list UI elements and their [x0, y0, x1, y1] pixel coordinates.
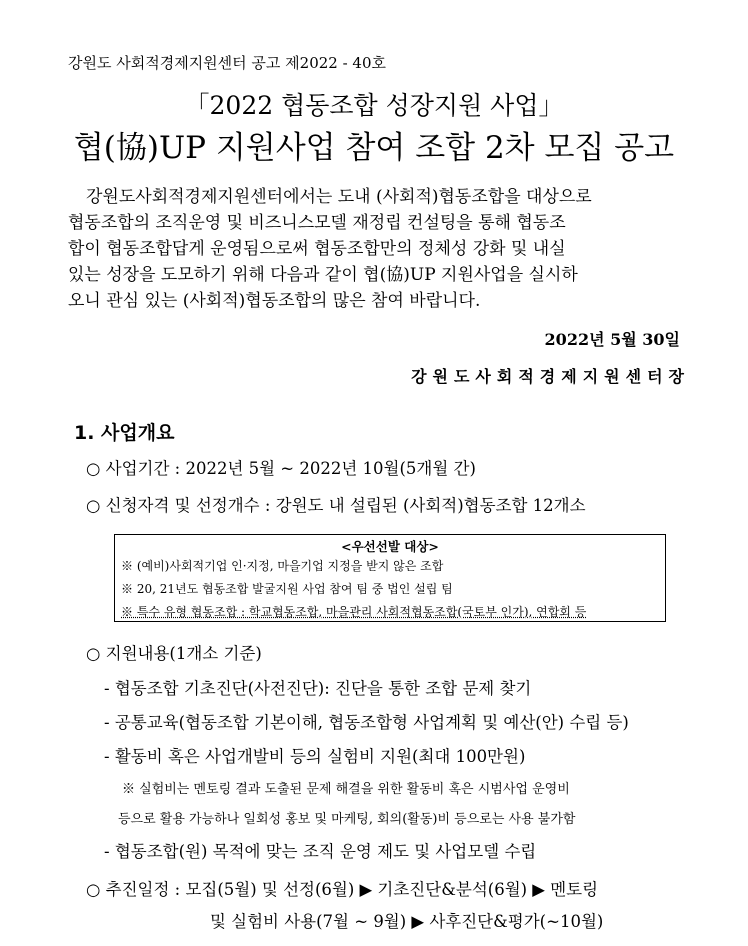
- intro-line-4: 있는 성장을 도모하기 위해 다음과 같이 협(協)UP 지원사업을 실시하: [68, 265, 578, 285]
- priority-box: [114, 534, 666, 622]
- intro-line-1: 강원도사회적경제지원센터에서는 도내 (사회적)협동조합을 대상으로: [86, 187, 592, 207]
- intro-line-2: 협동조합의 조직운영 및 비즈니스모델 재정립 컨설팅을 통해 협동조: [68, 213, 566, 233]
- priority-item: ※ (예비)사회적기업 인·지정, 마을기업 지정을 받지 않은 조합: [121, 559, 444, 573]
- support-note-line-2: 등으로 활용 가능하나 일회성 홍보 및 마케팅, 회의(활동)비 등으로는 사용 불가함: [118, 812, 576, 827]
- schedule-line-2: 및 실험비 사용(7월 ~ 9월) ▶ 사후진단&평가(~10월): [210, 912, 604, 931]
- notice-date: 2022년 5월 30일: [544, 330, 680, 349]
- section-heading: 1. 사업개요: [74, 422, 175, 444]
- signature: 강원도사회적경제지원센터장: [411, 367, 690, 386]
- intro-line-3: 합이 협동조합답게 운영됨으로써 협동조합만의 정체성 강화 및 내실: [68, 239, 566, 259]
- priority-item: ※ 특수 유형 협동조합 : 학교협동조합, 마을관리 사회적협동조합(국토부 인가), 연합회 등: [121, 605, 587, 619]
- priority-title: <우선선발 대상>: [341, 539, 439, 554]
- support-note-line-1: ※ 실험비는 멘토링 결과 도출된 문제 해결을 위한 활동비 혹은 시범사업 운영비: [122, 782, 570, 797]
- schedule-line-1: ○ 추진일정 : 모집(5월) 및 선정(6월) ▶ 기초진단&분석(6월) ▶ 멘토링: [86, 880, 599, 899]
- eligibility: ○ 신청자격 및 선정개수 : 강원도 내 설립된 (사회적)협동조합 12개소: [86, 496, 586, 515]
- support-item: - 협동조합 기초진단(사전진단): 진단을 통한 조합 문제 찾기: [104, 679, 532, 698]
- support-item: - 활동비 혹은 사업개발비 등의 실험비 지원(최대 100만원): [104, 747, 526, 766]
- project-period: ○ 사업기간 : 2022년 5월 ~ 2022년 10월(5개월 간): [86, 459, 476, 478]
- support-item: - 공통교육(협동조합 기본이해, 협동조합형 사업계획 및 예산(안) 수립 등): [104, 713, 629, 732]
- title-line-1: 「2022 협동조합 성장지원 사업」: [184, 91, 564, 120]
- support-item: - 협동조합(원) 목적에 맞는 조직 운영 제도 및 사업모델 수립: [104, 842, 537, 861]
- notice-number: 강원도 사회적경제지원센터 공고 제2022 - 40호: [68, 54, 387, 72]
- page-title: 협(協)UP 지원사업 참여 조합 2차 모집 공고: [73, 130, 675, 166]
- support-heading: ○ 지원내용(1개소 기준): [86, 644, 262, 663]
- priority-item: ※ 20, 21년도 협동조합 발굴지원 사업 참여 팀 중 법인 설립 팀: [121, 582, 453, 596]
- intro-line-5: 오니 관심 있는 (사회적)협동조합의 많은 참여 바랍니다.: [68, 291, 481, 311]
